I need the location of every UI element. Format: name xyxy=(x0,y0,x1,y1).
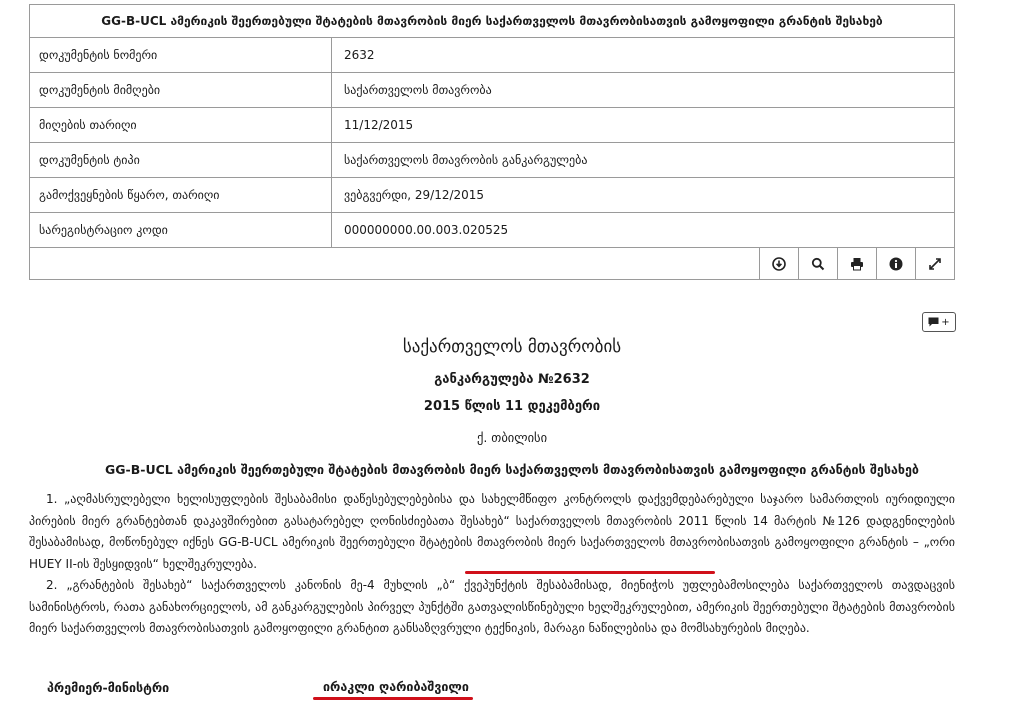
signer-title: პრემიერ-მინისტრი xyxy=(47,680,170,695)
order-number: განკარგულება №2632 xyxy=(434,372,590,387)
metadata-key: სარეგისტრაციო კოდი xyxy=(30,213,332,248)
document-toolbar xyxy=(30,248,954,279)
metadata-key: გამოქვეყნების წყარო, თარიღი xyxy=(30,178,332,213)
metadata-value: საქართველოს მთავრობა xyxy=(332,73,955,108)
metadata-value: 11/12/2015 xyxy=(332,108,955,143)
metadata-key: დოკუმენტის მიმღები xyxy=(30,73,332,108)
metadata-value: 2632 xyxy=(332,38,955,73)
document-metadata-table xyxy=(29,4,955,280)
metadata-value: ვებგვერდი, 29/12/2015 xyxy=(332,178,955,213)
metadata-key: დოკუმენტის ნომერი xyxy=(30,38,332,73)
download-button[interactable] xyxy=(759,248,798,279)
paragraph-1: 1. „აღმასრულებელი ხელისუფლების შესაბამისი დაწესებულებებისა და სახელმწიფო კონტროლს დაქვემდებარებული საჯარო სამართლის იურიდიული პირების მიერ გრანტებთან დაკავშირებით გასატარებელ ღონისძიებათა შესახებ“ საქართველოს მთავრობის 2011 წლის 14 მარტის №126 დადგენილების შესაბამისად, მოწონებულ იქნეს GG-B-UCL ამერიკის შეერთებული შტატების მთავრობის მიერ საქართველოს მთავრობისათვის გამოყოფილი გრანტის – „ორი HUEY II-ის შესყიდვის“ ხელშეკრულება. xyxy=(29,492,955,572)
metadata-key: მიღების თარიღი xyxy=(30,108,332,143)
paragraph-2: 2. „გრანტების შესახებ“ საქართველოს კანონის მე-4 მუხლის „ბ“ ქვეპუნქტის შესაბამისად, მიენიჭოს უფლებამოსილება საქართველოს თავდაცვის სამინისტროს, რათა განახორციელოს, ამ განკარგულების პირველ პუნქტში გათვალისწინებული ხელშეკრულებით, ამერიკის შეერთებული შტატების მთავრობის მიერ საქართველოს მთავრობისათვის გამოყოფილი გრანტით განსაზღვრული ტექნიკის, მარაგი ნაწილებისა და მომსახურების მიღება. xyxy=(29,578,955,636)
document-heading: საქართველოს მთავრობის xyxy=(402,337,622,357)
red-underline-mark xyxy=(465,571,715,574)
metadata-value: საქართველოს მთავრობის განკარგულება xyxy=(332,143,955,178)
expand-button[interactable] xyxy=(915,248,954,279)
info-button[interactable] xyxy=(876,248,915,279)
info-icon xyxy=(889,257,903,271)
add-comment-label: + xyxy=(941,316,950,328)
red-underline-mark xyxy=(313,697,473,700)
signer-name: ირაკლი ღარიბაშვილი xyxy=(323,679,469,694)
download-icon xyxy=(772,257,786,271)
toolbar-cell xyxy=(30,248,955,280)
metadata-row xyxy=(30,178,955,213)
search-icon xyxy=(811,257,825,271)
metadata-row xyxy=(30,143,955,178)
metadata-value: 000000000.00.003.020525 xyxy=(332,213,955,248)
metadata-row xyxy=(30,38,955,73)
metadata-row xyxy=(30,108,955,143)
add-comment-button[interactable] xyxy=(922,312,956,332)
metadata-row xyxy=(30,213,955,248)
expand-icon xyxy=(928,257,942,271)
metadata-row xyxy=(30,73,955,108)
metadata-title: GG-B-UCL ამერიკის შეერთებული შტატების მთავრობის მიერ საქართველოს მთავრობისათვის გამოყოფილი გრანტის შესახებ xyxy=(30,5,955,38)
search-button[interactable] xyxy=(798,248,837,279)
print-icon xyxy=(850,257,864,271)
print-button[interactable] xyxy=(837,248,876,279)
comment-icon xyxy=(928,317,939,327)
metadata-key: დოკუმენტის ტიპი xyxy=(30,143,332,178)
order-date: 2015 წლის 11 დეკემბერი xyxy=(423,399,601,414)
order-city: ქ. თბილისი xyxy=(476,430,548,445)
order-subject: GG-B-UCL ამერიკის შეერთებული შტატების მთავრობის მიერ საქართველოს მთავრობისათვის გამოყოფილი გრანტის შესახებ xyxy=(105,462,919,477)
